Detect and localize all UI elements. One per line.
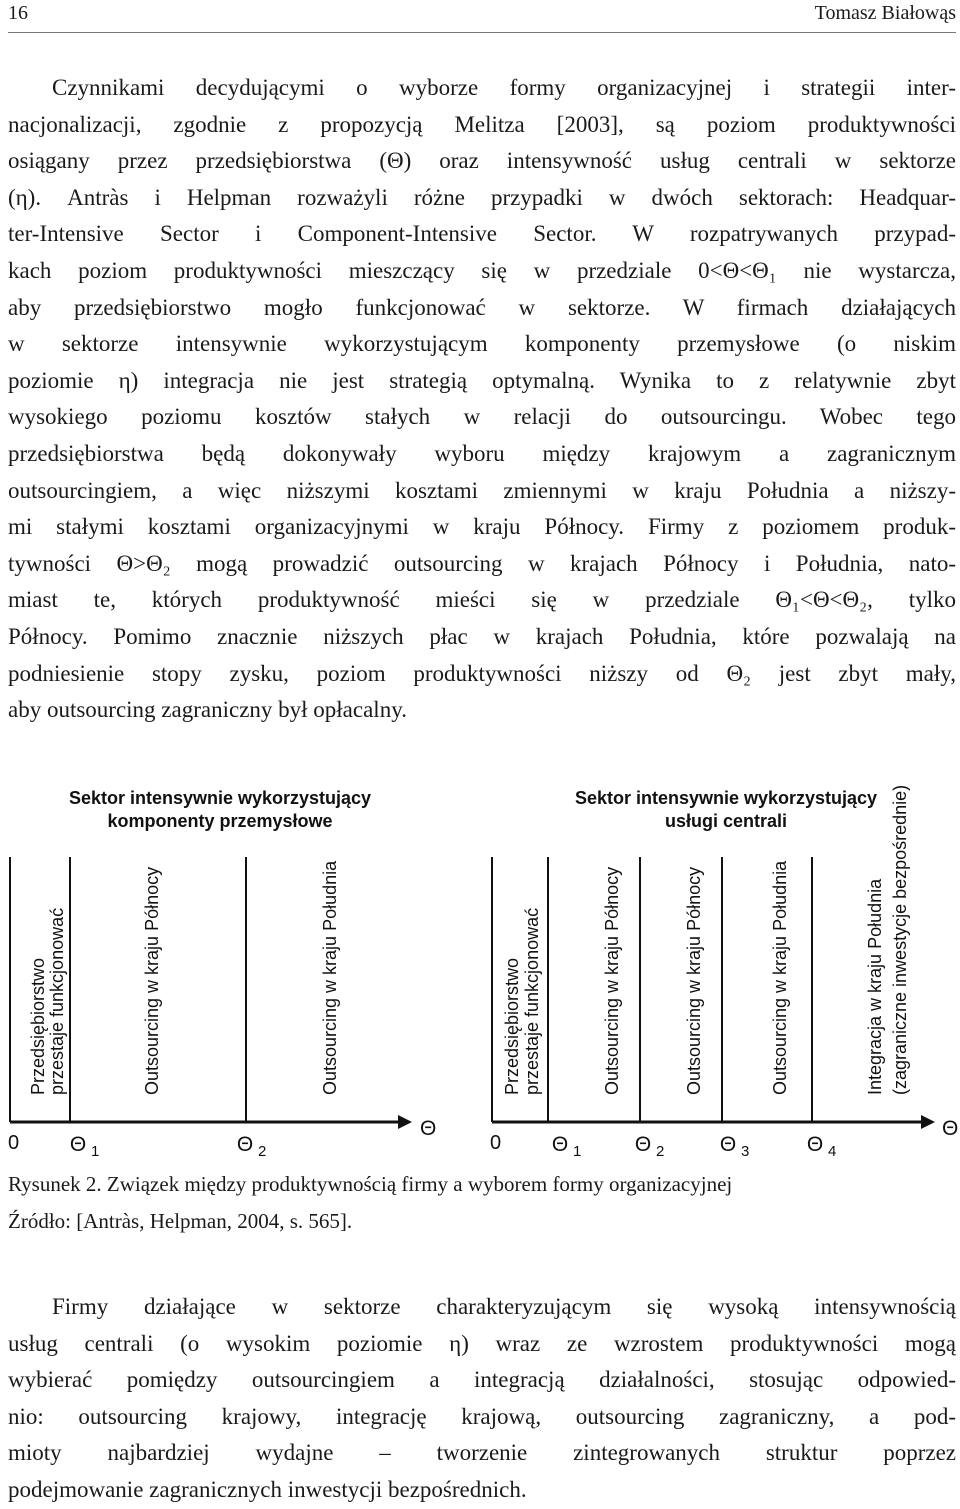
tick-subscript: 4 xyxy=(828,1143,837,1160)
region-label: Outsourcing w kraju Północy xyxy=(684,866,704,1095)
tick-subscript: 1 xyxy=(91,1143,100,1160)
figure-caption: Rysunek 2. Związek między produktywnością firmy a wyborem formy organizacyjnej xyxy=(8,1172,733,1196)
text-line: kach poziom produktywności mieszczący się w przedziale 0<Θ<Θ₁ nie wystarcza, xyxy=(8,257,956,283)
text-line: ter-Intensive Sector i Component-Intensive Sector. W rozpatrywanych przypad- xyxy=(8,221,956,247)
tick-label: Θ xyxy=(551,1133,569,1156)
region-label: Integracja w kraju Południa xyxy=(865,878,885,1095)
text-line: podniesienie stopy zysku, poziom produktywności niższy od Θ₂ jest zbyt mały, xyxy=(8,660,956,686)
region-label: przestaje funkcjonować xyxy=(522,907,542,1095)
text-line: podejmowanie zagranicznych inwestycji bezpośrednich. xyxy=(8,1476,527,1502)
region-label: Outsourcing w kraju Północy xyxy=(602,866,622,1095)
paragraph-2 xyxy=(8,1289,956,1509)
text-line: Firmy działające w sektorze charakteryzującym się wysoką intensywnością xyxy=(52,1294,956,1319)
text-line: wybierać pomiędzy outsourcingiem a integracją działalności, stosując odpowied- xyxy=(8,1367,956,1393)
text-line: wysokiego poziomu kosztów stałych w relacji do outsourcingu. Wobec tego xyxy=(8,404,956,430)
figure-title-line: Sektor intensywnie wykorzystujący xyxy=(68,788,372,808)
text-line: przedsiębiorstwa będą dokonywały wyboru między krajowym a zagranicznym xyxy=(8,440,956,466)
text-line: Czynnikami decydującymi o wyborze formy organizacyjnej i strategii inter- xyxy=(52,75,956,100)
figure-title-line: komponenty przemysłowe xyxy=(107,811,333,831)
text-line: usług centrali (o wysokim poziomie η) wraz ze wzrostem produktywności mogą xyxy=(8,1330,956,1356)
figure-source: Źródło: [Antràs, Helpman, 2004, s. 565]. xyxy=(8,1209,353,1233)
figure-title-line: Sektor intensywnie wykorzystujący xyxy=(574,788,878,808)
region-label: Outsourcing w kraju Północy xyxy=(142,866,162,1095)
text-line: aby outsourcing zagraniczny był opłacalny. xyxy=(8,697,407,723)
page-header xyxy=(8,0,956,33)
text-line: (η). Antràs i Helpman rozważyli różne przypadki w dwóch sektorach: Headquar- xyxy=(8,184,956,210)
tick-label: Θ xyxy=(236,1133,254,1156)
tick-label: Θ xyxy=(719,1133,737,1156)
tick-label: Θ xyxy=(69,1133,87,1156)
region-label: przestaje funkcjonować xyxy=(47,907,67,1095)
tick-subscript: 1 xyxy=(573,1143,582,1160)
axis-label: Θ xyxy=(942,1117,959,1140)
paragraph-1 xyxy=(8,70,956,729)
text-line: mi stałymi kosztami organizacyjnymi w kraju Północy. Firmy z poziomem produk- xyxy=(8,514,956,540)
text-line: mioty najbardziej wydajne – tworzenie zintegrowanych struktur poprzez xyxy=(8,1440,956,1466)
tick-subscript: 2 xyxy=(656,1143,665,1160)
running-author: Tomasz Białowąs xyxy=(814,2,956,24)
text-line: miast te, których produktywność mieści się w przedziale Θ₁<Θ<Θ₂, tylko xyxy=(8,587,956,613)
text-line: poziomie η) integracja nie jest strategią optymalną. Wynika to z relatywnie zbyt xyxy=(8,367,956,393)
text-line: aby przedsiębiorstwo mogło funkcjonować w sektorze. W firmach działających xyxy=(8,294,956,320)
figure-diagram xyxy=(0,775,960,1165)
figure-2 xyxy=(0,775,960,1165)
text-line: nio: outsourcing krajowy, integrację krajową, outsourcing zagraniczny, a pod- xyxy=(8,1403,956,1429)
text-line: w sektorze intensywnie wykorzystującym komponenty przemysłowe (o niskim xyxy=(8,331,956,357)
text-line: Północy. Pomimo znacznie niższych płac w krajach Południa, które pozwalają na xyxy=(8,623,956,649)
text-line: tywności Θ>Θ₂ mogą prowadzić outsourcing w krajach Północy i Południa, nato- xyxy=(8,550,956,576)
region-label: Outsourcing w kraju Południa xyxy=(320,860,340,1095)
text-line: nacjonalizacji, zgodnie z propozycją Melitza [2003], są poziom produktywności xyxy=(8,111,956,137)
axis-label: Θ xyxy=(420,1117,437,1140)
axis-arrow-icon xyxy=(398,1115,412,1129)
page-number: 16 xyxy=(8,2,28,24)
tick-subscript: 3 xyxy=(741,1143,750,1160)
axis-arrow-icon xyxy=(921,1115,935,1129)
region-label: Przedsiębiorstwo xyxy=(28,957,48,1095)
axis-origin-label: 0 xyxy=(8,1132,20,1154)
figure-title-line: usługi centrali xyxy=(664,811,788,831)
tick-label: Θ xyxy=(806,1133,824,1156)
text-line: outsourcingiem, a więc niższymi kosztami zmiennymi w kraju Południa a niższy- xyxy=(8,477,956,503)
region-label: Przedsiębiorstwo xyxy=(502,957,522,1095)
region-label: (zagraniczne inwestycje bezpośrednie) xyxy=(890,784,910,1095)
region-label: Outsourcing w kraju Południa xyxy=(770,860,790,1095)
axis-origin-label: 0 xyxy=(490,1132,502,1154)
text-line: osiągany przez przedsiębiorstwa (Θ) oraz intensywność usług centrali w sektorze xyxy=(8,148,956,174)
tick-label: Θ xyxy=(634,1133,652,1156)
tick-subscript: 2 xyxy=(258,1143,267,1160)
